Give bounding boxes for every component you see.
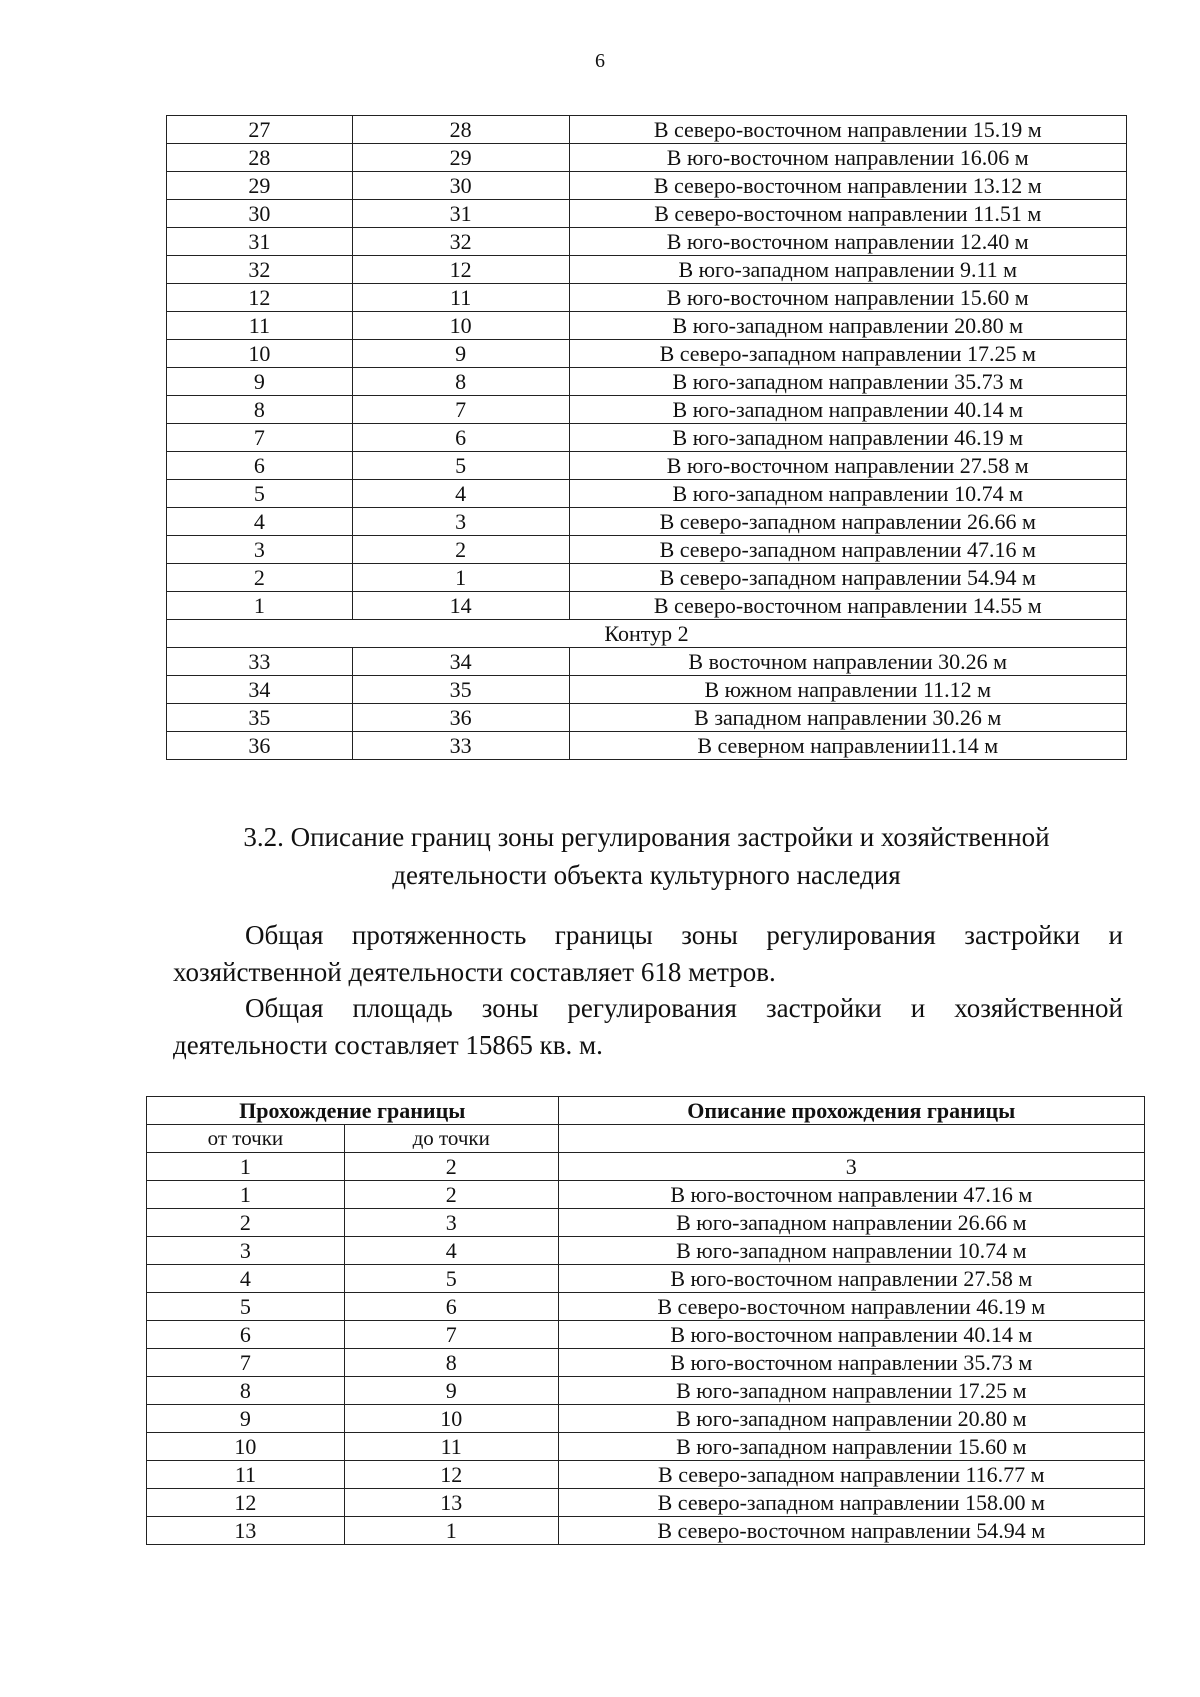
cell-to-point: 6	[352, 424, 569, 452]
cell-description: В юго-западном направлении 20.80 м	[558, 1405, 1144, 1433]
cell-description: В северо-восточном направлении 15.19 м	[569, 116, 1126, 144]
table-row	[147, 1293, 1145, 1321]
boundary-table-zone	[146, 1096, 1145, 1545]
cell-to-point: 28	[352, 116, 569, 144]
paragraph-area-text: Общая площадь зоны регулирования застройки и хозяйственной деятельности составляет 15865 кв. м.	[173, 993, 1123, 1060]
table-row	[167, 228, 1127, 256]
cell-from-point: 4	[147, 1265, 345, 1293]
cell-to-point: 11	[344, 1433, 558, 1461]
cell-to-point: 14	[352, 592, 569, 620]
cell-to-point: 12	[352, 256, 569, 284]
cell-description: В юго-восточном направлении 27.58 м	[558, 1265, 1144, 1293]
table2-rows	[147, 1181, 1145, 1545]
cell-description: В юго-восточном направлении 15.60 м	[569, 284, 1126, 312]
cell-from-point: 2	[147, 1209, 345, 1237]
table-row	[167, 648, 1127, 676]
table-row	[147, 1377, 1145, 1405]
cell-from-point: 6	[147, 1321, 345, 1349]
paragraph-area	[173, 990, 1123, 1064]
cell-to-point: 10	[344, 1405, 558, 1433]
cell-from-point: 28	[167, 144, 353, 172]
cell-description: В юго-западном направлении 10.74 м	[569, 480, 1126, 508]
table-row	[167, 704, 1127, 732]
cell-from-point: 1	[167, 592, 353, 620]
cell-to-point: 1	[344, 1517, 558, 1545]
cell-from-point: 6	[167, 452, 353, 480]
cell-to-point: 11	[352, 284, 569, 312]
table-row	[147, 1321, 1145, 1349]
cell-to-point: 10	[352, 312, 569, 340]
cell-to-point: 12	[344, 1461, 558, 1489]
table-row	[167, 116, 1127, 144]
col-number-3: 3	[558, 1153, 1144, 1181]
table-row	[167, 508, 1127, 536]
cell-description: В юго-восточном направлении 47.16 м	[558, 1181, 1144, 1209]
contour-label: Контур 2	[167, 620, 1127, 648]
table-row	[147, 1265, 1145, 1293]
cell-to-point: 3	[344, 1209, 558, 1237]
cell-from-point: 27	[167, 116, 353, 144]
cell-description: В западном направлении 30.26 м	[569, 704, 1126, 732]
cell-description: В юго-западном направлении 17.25 м	[558, 1377, 1144, 1405]
cell-to-point: 30	[352, 172, 569, 200]
cell-from-point: 12	[147, 1489, 345, 1517]
cell-description: В юго-западном направлении 20.80 м	[569, 312, 1126, 340]
cell-description: В южном направлении 11.12 м	[569, 676, 1126, 704]
cell-from-point: 32	[167, 256, 353, 284]
cell-from-point: 33	[167, 648, 353, 676]
cell-from-point: 3	[147, 1237, 345, 1265]
cell-description: В юго-западном направлении 10.74 м	[558, 1237, 1144, 1265]
paragraph-length-text: Общая протяженность границы зоны регулирования застройки и хозяйственной деятельности составляет 618 метров.	[173, 920, 1123, 987]
cell-from-point: 35	[167, 704, 353, 732]
cell-to-point: 2	[352, 536, 569, 564]
cell-to-point: 33	[352, 732, 569, 760]
cell-from-point: 4	[167, 508, 353, 536]
section-heading-line2: деятельности объекта культурного наследия	[392, 860, 901, 890]
table-row	[167, 592, 1127, 620]
cell-to-point: 13	[344, 1489, 558, 1517]
cell-from-point: 30	[167, 200, 353, 228]
table-row	[167, 200, 1127, 228]
cell-from-point: 29	[167, 172, 353, 200]
table-row	[167, 284, 1127, 312]
cell-to-point: 36	[352, 704, 569, 732]
cell-description: В северо-западном направлении 54.94 м	[569, 564, 1126, 592]
table1-contour-section	[167, 620, 1127, 648]
cell-from-point: 31	[167, 228, 353, 256]
cell-to-point: 29	[352, 144, 569, 172]
cell-to-point: 6	[344, 1293, 558, 1321]
cell-description: В юго-восточном направлении 35.73 м	[558, 1349, 1144, 1377]
cell-description: В юго-восточном направлении 12.40 м	[569, 228, 1126, 256]
cell-from-point: 36	[167, 732, 353, 760]
table-row	[167, 564, 1127, 592]
cell-from-point: 5	[147, 1293, 345, 1321]
col-number-1: 1	[147, 1153, 345, 1181]
cell-to-point: 9	[352, 340, 569, 368]
cell-description: В восточном направлении 30.26 м	[569, 648, 1126, 676]
cell-to-point: 32	[352, 228, 569, 256]
table-row	[147, 1349, 1145, 1377]
table-row	[167, 452, 1127, 480]
cell-to-point: 5	[344, 1265, 558, 1293]
table-row	[167, 312, 1127, 340]
cell-description: В северо-западном направлении 158.00 м	[558, 1489, 1144, 1517]
header-description: Описание прохождения границы	[558, 1097, 1144, 1125]
cell-from-point: 12	[167, 284, 353, 312]
cell-description: В юго-восточном направлении 27.58 м	[569, 452, 1126, 480]
table-row	[147, 1461, 1145, 1489]
table-row	[167, 256, 1127, 284]
cell-from-point: 8	[167, 396, 353, 424]
cell-description: В северо-восточном направлении 13.12 м	[569, 172, 1126, 200]
cell-description: В юго-западном направлении 26.66 м	[558, 1209, 1144, 1237]
table-row	[147, 1517, 1145, 1545]
cell-from-point: 10	[167, 340, 353, 368]
table1-rows	[167, 116, 1127, 620]
cell-description: В юго-западном направлении 15.60 м	[558, 1433, 1144, 1461]
page-number: 6	[595, 50, 605, 72]
cell-to-point: 1	[352, 564, 569, 592]
cell-from-point: 13	[147, 1517, 345, 1545]
cell-to-point: 35	[352, 676, 569, 704]
cell-to-point: 7	[352, 396, 569, 424]
cell-description: В северо-западном направлении 26.66 м	[569, 508, 1126, 536]
cell-to-point: 2	[344, 1181, 558, 1209]
cell-description: В северо-западном направлении 116.77 м	[558, 1461, 1144, 1489]
cell-from-point: 11	[147, 1461, 345, 1489]
cell-to-point: 4	[344, 1237, 558, 1265]
cell-to-point: 3	[352, 508, 569, 536]
cell-description: В северо-восточном направлении 46.19 м	[558, 1293, 1144, 1321]
cell-from-point: 2	[167, 564, 353, 592]
table-row	[167, 144, 1127, 172]
cell-description: В северо-восточном направлении 11.51 м	[569, 200, 1126, 228]
cell-to-point: 34	[352, 648, 569, 676]
table-row	[147, 1489, 1145, 1517]
cell-from-point: 3	[167, 536, 353, 564]
section-heading-line1: 3.2. Описание границ зоны регулирования застройки и хозяйственной	[243, 822, 1050, 852]
cell-description: В северном направлении11.14 м	[569, 732, 1126, 760]
cell-from-point: 9	[147, 1405, 345, 1433]
paragraph-length	[173, 917, 1123, 991]
table-row	[167, 368, 1127, 396]
table2-header-row	[147, 1097, 1145, 1125]
cell-from-point: 10	[147, 1433, 345, 1461]
table-row	[167, 340, 1127, 368]
table-row	[147, 1209, 1145, 1237]
cell-to-point: 8	[352, 368, 569, 396]
cell-from-point: 5	[167, 480, 353, 508]
subheader-empty	[558, 1125, 1144, 1153]
cell-to-point: 7	[344, 1321, 558, 1349]
table2-column-numbers-row	[147, 1153, 1145, 1181]
table-row	[167, 480, 1127, 508]
cell-description: В северо-западном направлении 47.16 м	[569, 536, 1126, 564]
cell-description: В юго-западном направлении 40.14 м	[569, 396, 1126, 424]
header-passage: Прохождение границы	[147, 1097, 559, 1125]
table-row	[147, 1405, 1145, 1433]
cell-from-point: 7	[167, 424, 353, 452]
cell-description: В юго-западном направлении 35.73 м	[569, 368, 1126, 396]
cell-to-point: 31	[352, 200, 569, 228]
cell-description: В юго-западном направлении 9.11 м	[569, 256, 1126, 284]
cell-from-point: 11	[167, 312, 353, 340]
contour-row	[167, 620, 1127, 648]
table1-contour2-rows	[167, 648, 1127, 760]
subheader-to: до точки	[344, 1125, 558, 1153]
cell-from-point: 1	[147, 1181, 345, 1209]
table-row	[167, 172, 1127, 200]
table-row	[147, 1433, 1145, 1461]
cell-description: В северо-восточном направлении 54.94 м	[558, 1517, 1144, 1545]
table2-subheader-row	[147, 1125, 1145, 1153]
table-row	[167, 424, 1127, 452]
cell-to-point: 8	[344, 1349, 558, 1377]
table-row	[167, 732, 1127, 760]
table-row	[167, 536, 1127, 564]
table-row	[167, 676, 1127, 704]
cell-description: В северо-западном направлении 17.25 м	[569, 340, 1126, 368]
col-number-2: 2	[344, 1153, 558, 1181]
boundary-table-contour-1	[166, 115, 1127, 760]
cell-from-point: 34	[167, 676, 353, 704]
cell-description: В юго-восточном направлении 16.06 м	[569, 144, 1126, 172]
table-row	[167, 396, 1127, 424]
cell-from-point: 7	[147, 1349, 345, 1377]
table-row	[147, 1237, 1145, 1265]
cell-description: В юго-западном направлении 46.19 м	[569, 424, 1126, 452]
cell-from-point: 8	[147, 1377, 345, 1405]
table-row	[147, 1181, 1145, 1209]
cell-description: В северо-восточном направлении 14.55 м	[569, 592, 1126, 620]
subheader-from: от точки	[147, 1125, 345, 1153]
cell-to-point: 9	[344, 1377, 558, 1405]
cell-to-point: 4	[352, 480, 569, 508]
cell-to-point: 5	[352, 452, 569, 480]
cell-from-point: 9	[167, 368, 353, 396]
cell-description: В юго-восточном направлении 40.14 м	[558, 1321, 1144, 1349]
section-heading	[166, 818, 1127, 894]
